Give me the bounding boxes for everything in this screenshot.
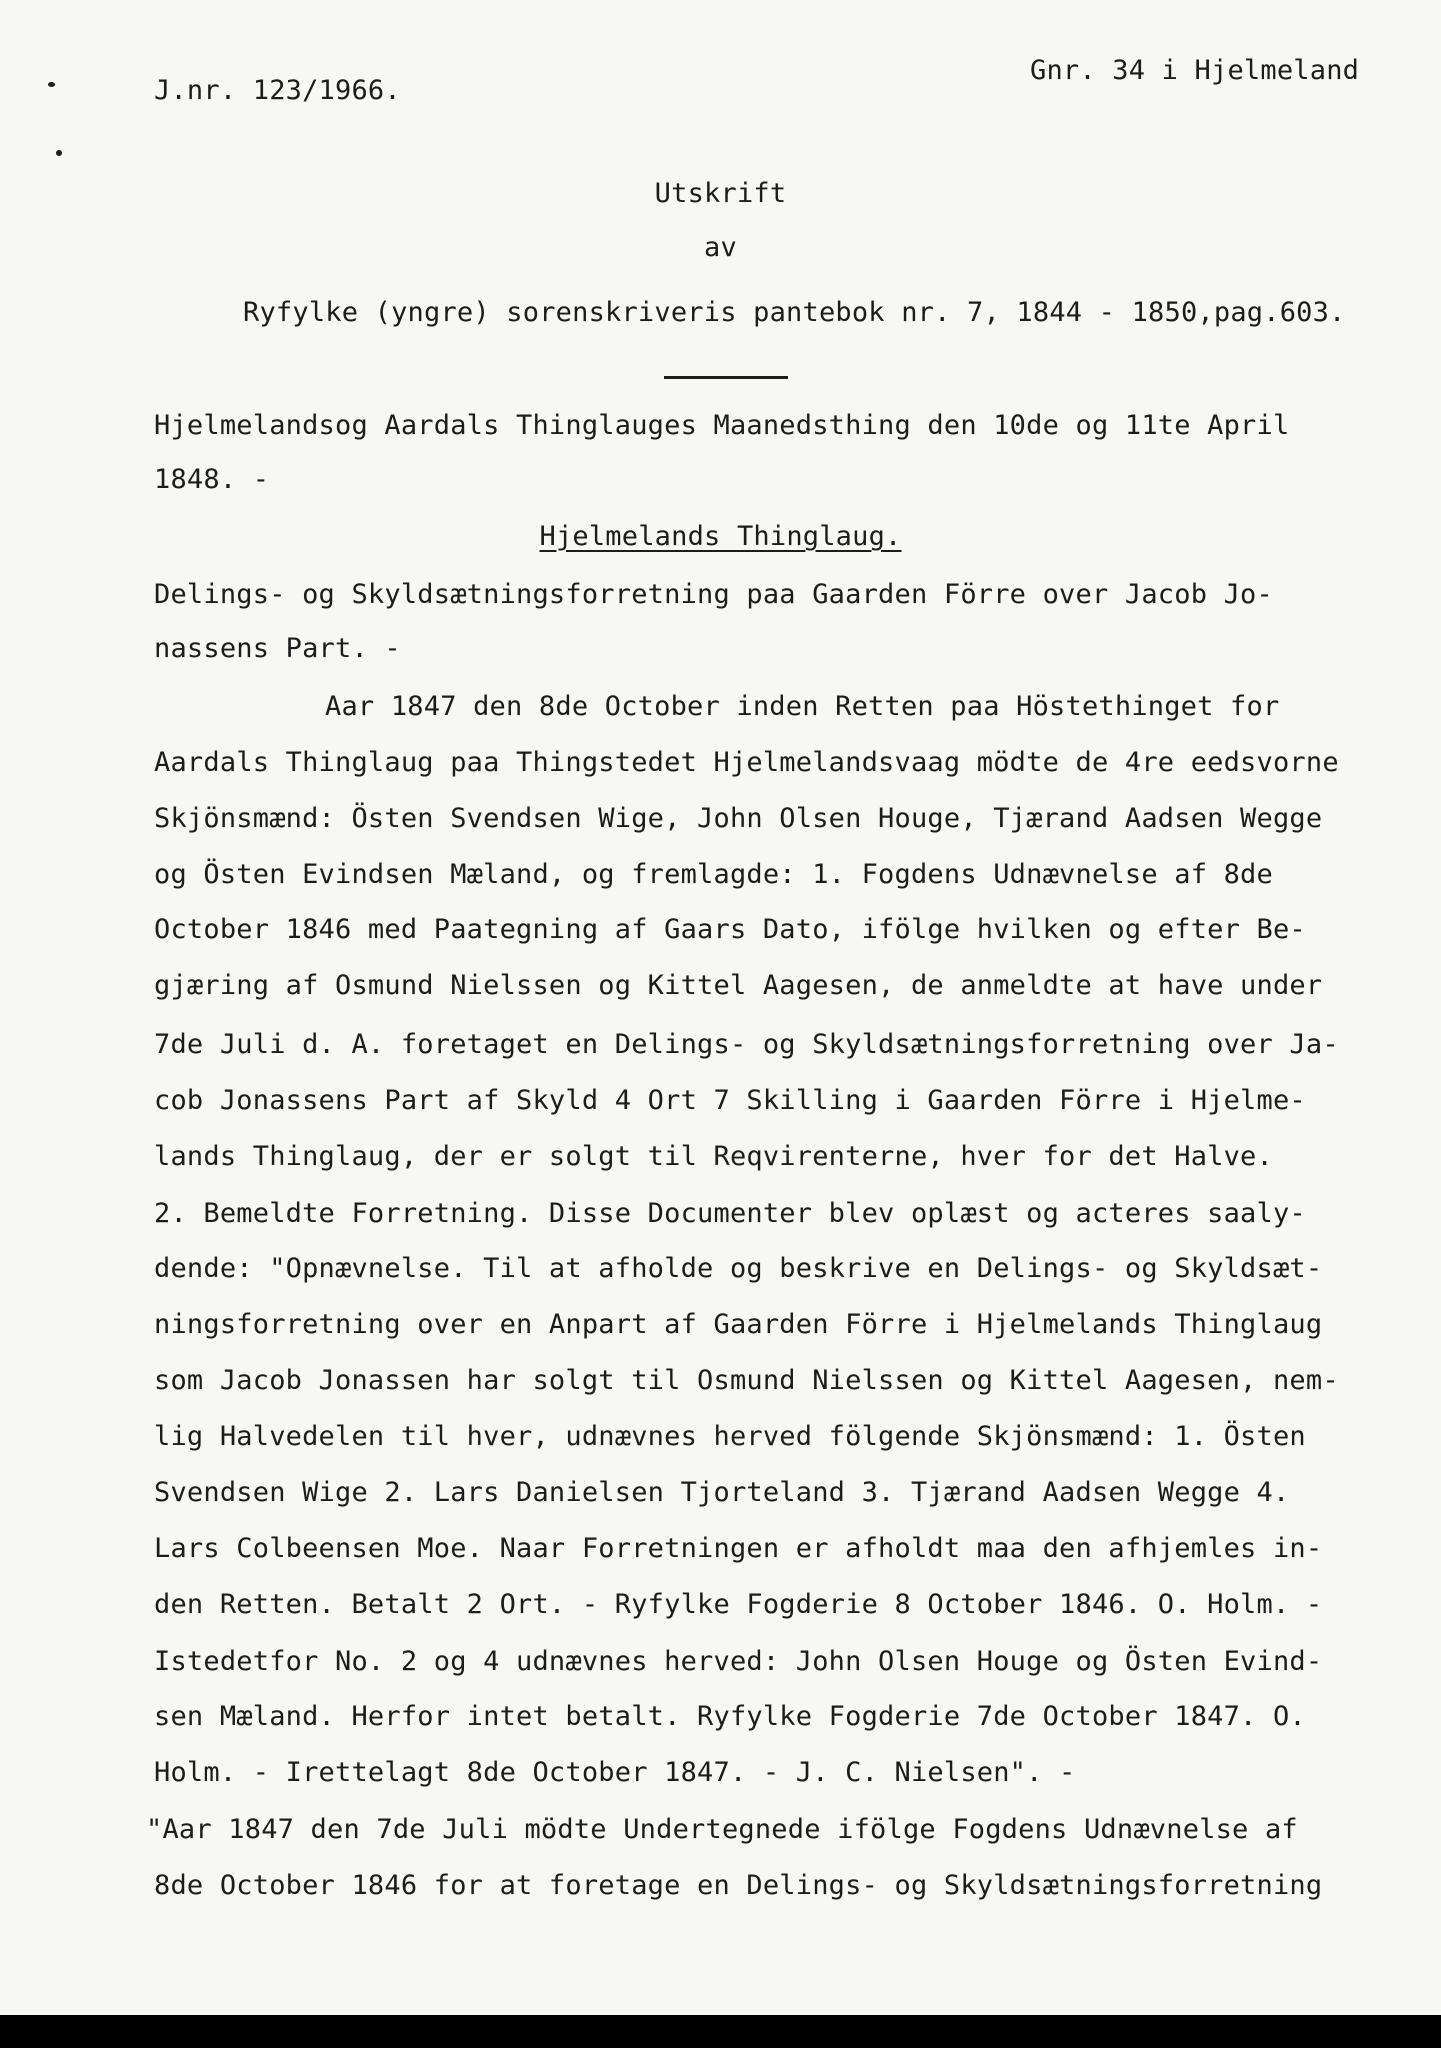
body-line: Delings- og Skyldsætningsforretning paa Gaarden Förre over Jacob Jo- (154, 579, 1273, 610)
body-line: October 1846 med Paategning af Gaars Dato, ifölge hvilken og efter Be- (154, 914, 1306, 945)
body-line: lands Thinglaug, der er solgt til Reqvirenterne, hver for det Halve. (154, 1141, 1273, 1172)
body-line: Lars Colbeensen Moe. Naar Forretningen er afholdt maa den afhjemles in- (154, 1533, 1323, 1564)
section-heading: Hjelmelands Thinglaug. (539, 521, 902, 552)
body-line: Svendsen Wige 2. Lars Danielsen Tjorteland 3. Tjærand Aadsen Wegge 4. (154, 1477, 1290, 1508)
title-line-1: Utskrift (654, 178, 787, 209)
body-line: "Aar 1847 den 7de Juli mödte Undertegnede ifölge Fogdens Udnævnelse af (146, 1814, 1298, 1845)
body-line: 2. Bemeldte Forretning. Disse Documenter blev oplæst og acteres saaly- (154, 1198, 1306, 1229)
body-line: den Retten. Betalt 2 Ort. - Ryfylke Fogderie 8 October 1846. O. Holm. - (154, 1589, 1323, 1620)
title-line-3: Ryfylke (yngre) sorenskriveris pantebok nr. 7, 1844 - 1850,pag.603. (243, 297, 1346, 328)
body-line: nassens Part. - (154, 633, 401, 664)
intro-line: Hjelmelandsog Aardals Thinglauges Maanedsthing den 10de og 11te April (154, 410, 1290, 441)
punch-mark (56, 150, 62, 156)
body-line: dende: "Opnævnelse. Til at afholde og beskrive en Delings- og Skyldsæt- (154, 1253, 1323, 1284)
body-line: Skjönsmænd: Östen Svendsen Wige, John Olsen Houge, Tjærand Aadsen Wegge (154, 803, 1323, 834)
body-line: cob Jonassens Part af Skyld 4 Ort 7 Skilling i Gaarden Förre i Hjelme- (154, 1085, 1306, 1116)
body-line: sen Mæland. Herfor intet betalt. Ryfylke Fogderie 7de October 1847. O. (154, 1701, 1306, 1732)
body-line: Istedetfor No. 2 og 4 udnævnes herved: John Olsen Houge og Östen Evind- (154, 1646, 1323, 1677)
body-line: 7de Juli d. A. foretaget en Delings- og Skyldsætningsforretning over Ja- (154, 1029, 1339, 1060)
intro-line: 1848. - (154, 464, 270, 495)
body-line: lig Halvedelen til hver, udnævnes herved fölgende Skjönsmænd: 1. Östen (154, 1421, 1306, 1452)
body-line: Aar 1847 den 8de October inden Retten paa Höstethinget for (325, 691, 1280, 722)
journal-number: J.nr. 123/1966. (154, 75, 401, 106)
punch-mark (48, 82, 55, 87)
body-line: Holm. - Irettelagt 8de October 1847. - J. C. Nielsen". - (154, 1757, 1076, 1788)
title-line-2: av (704, 232, 737, 263)
body-line: 8de October 1846 for at foretage en Delings- og Skyldsætningsforretning (154, 1870, 1323, 1901)
body-line: gjæring af Osmund Nielssen og Kittel Aagesen, de anmeldte at have under (154, 970, 1323, 1001)
body-line: Aardals Thinglaug paa Thingstedet Hjelmelandsvaag mödte de 4re eedsvorne (154, 747, 1339, 778)
title-divider (664, 376, 788, 379)
body-line: som Jacob Jonassen har solgt til Osmund Nielssen og Kittel Aagesen, nem- (154, 1365, 1339, 1396)
body-line: og Östen Evindsen Mæland, og fremlagde: 1. Fogdens Udnævnelse af 8de (154, 859, 1273, 890)
body-line: ningsforretning over en Anpart af Gaarden Förre i Hjelmelands Thinglaug (154, 1309, 1323, 1340)
farm-reference: Gnr. 34 i Hjelmeland (1030, 55, 1360, 86)
